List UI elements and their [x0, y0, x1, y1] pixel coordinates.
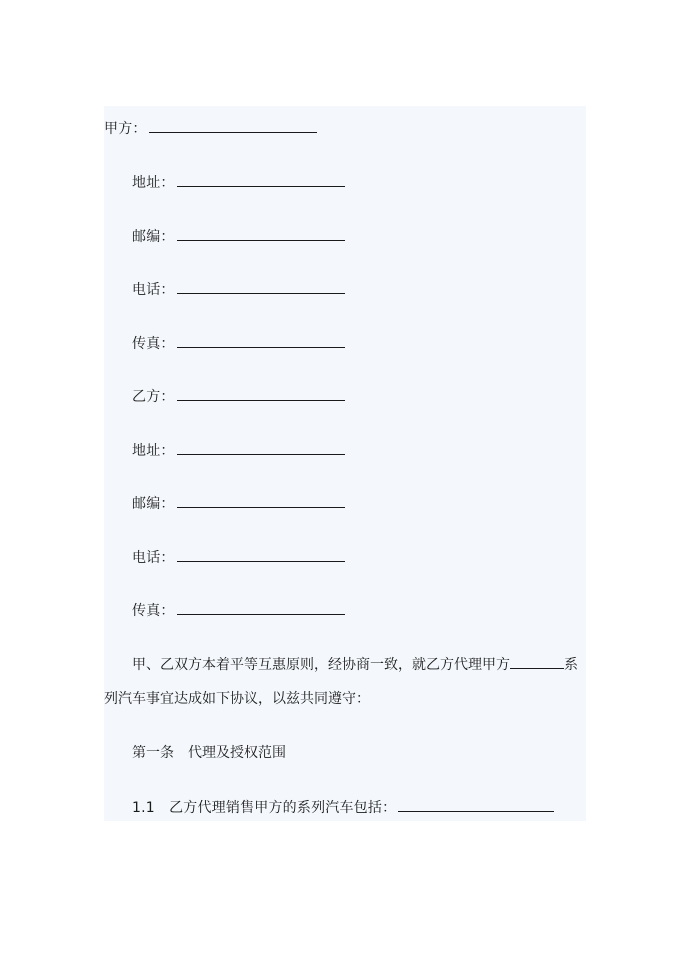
party-a-postcode-blank [177, 226, 345, 241]
preamble-line-2 [104, 689, 370, 709]
party-a-phone-line [132, 279, 345, 300]
party-a-phone-blank [177, 279, 345, 294]
vehicle-brand-blank [510, 654, 564, 669]
preamble-text-1b: 系 [564, 657, 578, 673]
party-b-phone-label: 电话： [132, 550, 175, 566]
party-b-phone-line [132, 547, 345, 568]
party-b-blank [177, 386, 345, 401]
party-a-address-label: 地址： [132, 175, 175, 191]
party-b-postcode-line [132, 493, 345, 514]
party-a-postcode-label: 邮编： [132, 229, 175, 245]
party-a-blank [149, 118, 317, 133]
party-b-postcode-label: 邮编： [132, 496, 175, 512]
party-a-fax-blank [177, 333, 345, 348]
party-a-label: 甲方： [104, 121, 147, 137]
party-b-fax-blank [177, 600, 345, 615]
party-b-line [132, 386, 345, 407]
party-a-fax-label: 传真： [132, 336, 175, 352]
party-a-address-blank [177, 172, 345, 187]
party-b-label: 乙方： [132, 389, 175, 405]
party-a-postcode-line [132, 226, 345, 247]
preamble-text-2: 列汽车事宜达成如下协议，以兹共同遵守： [104, 691, 370, 707]
party-b-fax-label: 传真： [132, 603, 175, 619]
article-1-heading-text: 第一条 代理及授权范围 [132, 745, 286, 761]
party-a-fax-line [132, 333, 345, 354]
party-b-address-label: 地址： [132, 443, 175, 459]
party-b-address-line [132, 440, 345, 461]
party-a-phone-label: 电话： [132, 282, 175, 298]
text-highlight-region [104, 106, 586, 821]
party-a-line [104, 118, 317, 139]
party-b-phone-blank [177, 547, 345, 562]
clause-1-1-line [132, 797, 554, 818]
preamble-text-1: 甲、乙双方本着平等互惠原则，经协商一致，就乙方代理甲方 [132, 657, 510, 673]
party-b-postcode-blank [177, 493, 345, 508]
clause-1-1-label: 1.1 乙方代理销售甲方的系列汽车包括： [132, 800, 397, 816]
preamble-line-1 [132, 654, 578, 675]
party-b-address-blank [177, 440, 345, 455]
party-a-address-line [132, 172, 345, 193]
party-b-fax-line [132, 600, 345, 621]
clause-1-1-blank [398, 797, 554, 812]
article-1-heading [132, 743, 286, 763]
